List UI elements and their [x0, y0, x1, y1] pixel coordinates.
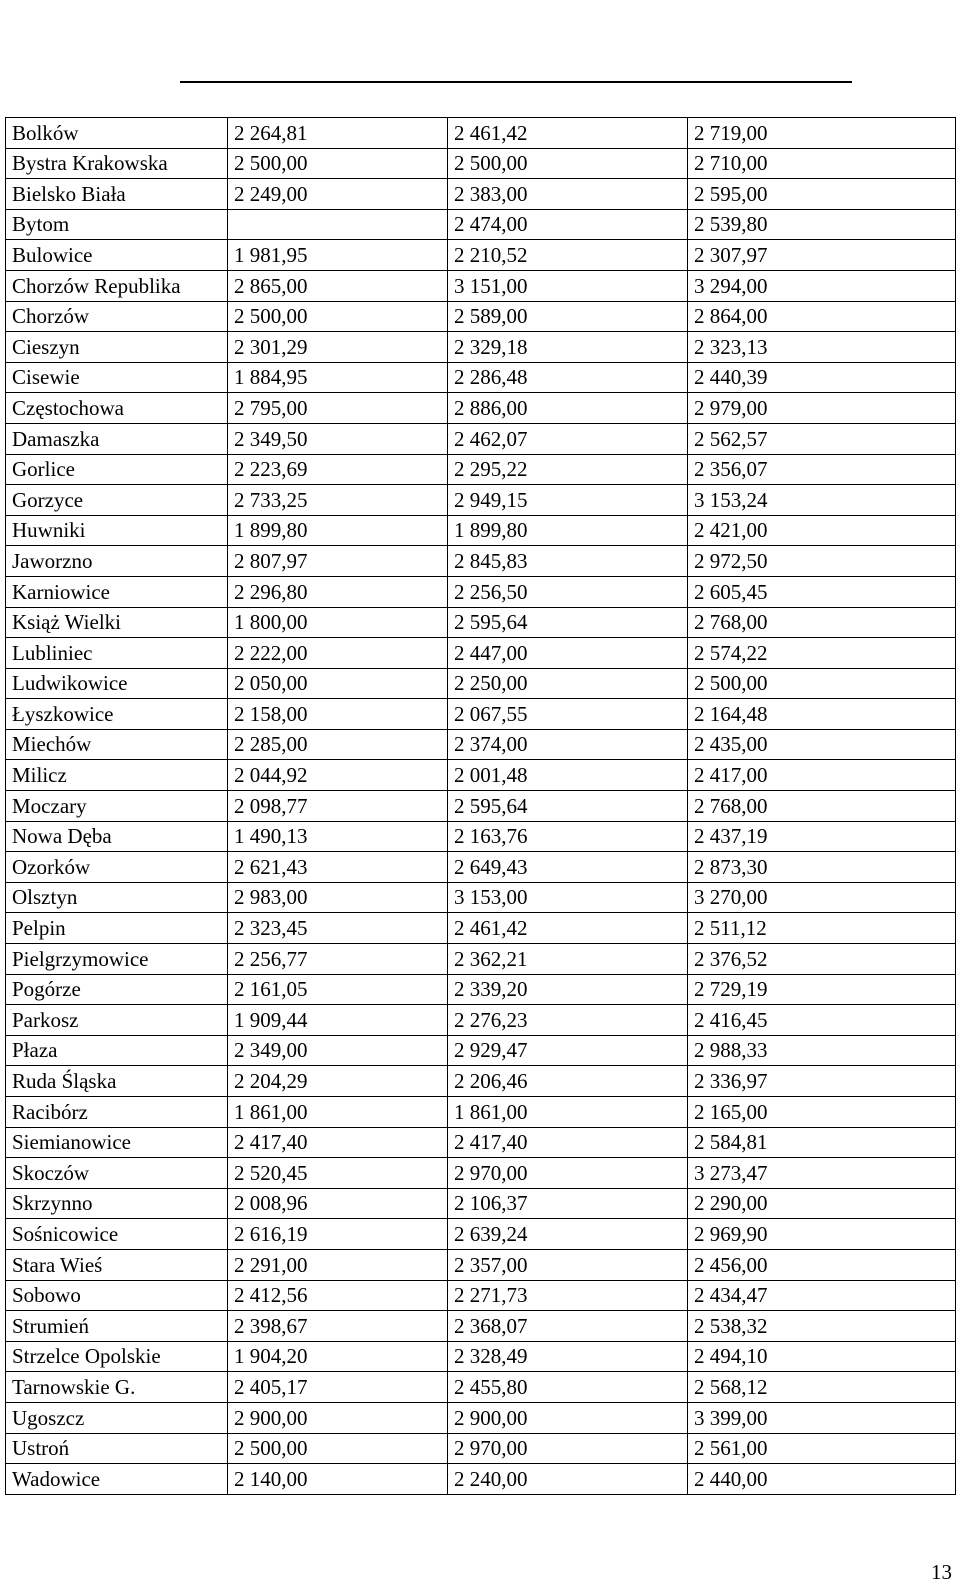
cost-2010-cell: 2 500,00: [448, 148, 688, 179]
cost-2009-cell: 2 900,00: [228, 1402, 448, 1433]
cost-2010-cell: 2 461,42: [448, 118, 688, 149]
facility-name-cell: Stara Wieś: [6, 1249, 228, 1280]
cost-2010-cell: 2 276,23: [448, 1005, 688, 1036]
facility-name-cell: Częstochowa: [6, 393, 228, 424]
facility-name-cell: Ustroń: [6, 1433, 228, 1464]
facility-name-cell: Sobowo: [6, 1280, 228, 1311]
cost-2011-cell: 2 969,90: [688, 1219, 956, 1250]
facility-name-cell: Jaworzno: [6, 546, 228, 577]
cost-2010-cell: 3 151,00: [448, 270, 688, 301]
table-row: [6, 332, 956, 363]
cost-2009-cell: 2 098,77: [228, 791, 448, 822]
table-row: [6, 393, 956, 424]
cost-2009-cell: 2 733,25: [228, 485, 448, 516]
cost-2011-cell: 2 584,81: [688, 1127, 956, 1158]
table-row: [6, 1464, 956, 1495]
cost-2009-cell: 1 909,44: [228, 1005, 448, 1036]
facility-name-cell: Książ Wielki: [6, 607, 228, 638]
facility-name-cell: Cieszyn: [6, 332, 228, 363]
cost-2011-cell: 2 500,00: [688, 668, 956, 699]
facility-name-cell: Skoczów: [6, 1158, 228, 1189]
cost-2010-cell: 2 329,18: [448, 332, 688, 363]
facility-name-cell: Racibórz: [6, 1097, 228, 1128]
table-row: [6, 1280, 956, 1311]
table-row: [6, 1311, 956, 1342]
cost-2010-cell: 2 271,73: [448, 1280, 688, 1311]
cost-2010-cell: 3 153,00: [448, 882, 688, 913]
facility-name-cell: Strumień: [6, 1311, 228, 1342]
cost-2010-cell: 2 886,00: [448, 393, 688, 424]
table-row: [6, 1219, 956, 1250]
cost-2009-cell: 2 616,19: [228, 1219, 448, 1250]
cost-2010-cell: 2 462,07: [448, 423, 688, 454]
facility-name-cell: Cisewie: [6, 362, 228, 393]
cost-2011-cell: 2 434,47: [688, 1280, 956, 1311]
cost-2010-cell: 2 368,07: [448, 1311, 688, 1342]
table-row: [6, 974, 956, 1005]
table-row: [6, 1341, 956, 1372]
table-row: [6, 852, 956, 883]
cost-2009-cell: 2 520,45: [228, 1158, 448, 1189]
cost-2010-cell: 2 639,24: [448, 1219, 688, 1250]
cost-2010-cell: 2 595,64: [448, 791, 688, 822]
cost-2011-cell: 2 440,00: [688, 1464, 956, 1495]
facility-name-cell: Sośnicowice: [6, 1219, 228, 1250]
cost-2009-cell: 1 899,80: [228, 515, 448, 546]
cost-2009-cell: 2 285,00: [228, 729, 448, 760]
table-row: [6, 515, 956, 546]
facility-name-cell: Łyszkowice: [6, 699, 228, 730]
cost-2009-cell: 2 301,29: [228, 332, 448, 363]
facility-name-cell: Płaza: [6, 1035, 228, 1066]
cost-2009-cell: 2 222,00: [228, 638, 448, 669]
cost-2009-cell: 2 249,00: [228, 179, 448, 210]
cost-2010-cell: 2 339,20: [448, 974, 688, 1005]
cost-2011-cell: 3 399,00: [688, 1402, 956, 1433]
cost-2011-cell: 2 562,57: [688, 423, 956, 454]
cost-2011-cell: 2 539,80: [688, 209, 956, 240]
cost-2009-cell: 2 264,81: [228, 118, 448, 149]
table-row: [6, 546, 956, 577]
facility-name-cell: Parkosz: [6, 1005, 228, 1036]
header-subtitle-line: Pomoc dla osób starszych i niepełnosprawnych: [309, 27, 651, 44]
cost-2011-cell: 2 437,19: [688, 821, 956, 852]
cost-2009-cell: 2 349,50: [228, 423, 448, 454]
facility-name-cell: Lubliniec: [6, 638, 228, 669]
cost-2009-cell: 2 223,69: [228, 454, 448, 485]
cost-2010-cell: 2 455,80: [448, 1372, 688, 1403]
cost-2009-cell: 2 865,00: [228, 270, 448, 301]
cost-2011-cell: 2 538,32: [688, 1311, 956, 1342]
cost-2011-cell: 2 719,00: [688, 118, 956, 149]
cost-2011-cell: 2 979,00: [688, 393, 956, 424]
cost-2010-cell: 2 949,15: [448, 485, 688, 516]
cost-2009-cell: 2 161,05: [228, 974, 448, 1005]
cost-2009-cell: 2 417,40: [228, 1127, 448, 1158]
table-row: [6, 1127, 956, 1158]
cost-2010-cell: 2 357,00: [448, 1249, 688, 1280]
table-row: [6, 1188, 956, 1219]
cost-2010-cell: 2 210,52: [448, 240, 688, 271]
table-row: [6, 179, 956, 210]
facility-name-cell: Chorzów Republika: [6, 270, 228, 301]
facility-name-cell: Bolków: [6, 118, 228, 149]
cost-2009-cell: 2 500,00: [228, 1433, 448, 1464]
cost-2011-cell: 2 768,00: [688, 791, 956, 822]
cost-2010-cell: 2 067,55: [448, 699, 688, 730]
table-row: [6, 913, 956, 944]
cost-2011-cell: 2 988,33: [688, 1035, 956, 1066]
facility-name-cell: Tarnowskie G.: [6, 1372, 228, 1403]
cost-2011-cell: 2 873,30: [688, 852, 956, 883]
table-row: [6, 1372, 956, 1403]
cost-2009-cell: 2 621,43: [228, 852, 448, 883]
facility-name-cell: Damaszka: [6, 423, 228, 454]
cost-2011-cell: 2 511,12: [688, 913, 956, 944]
table-row: [6, 607, 956, 638]
facility-name-cell: Ozorków: [6, 852, 228, 883]
cost-2009-cell: 2 204,29: [228, 1066, 448, 1097]
table-row: [6, 240, 956, 271]
header-title-line: Materiał na Komisję Zdrowia, Rodziny i Opieki Społecznej w dniu 15.03.2012 r.: [218, 2, 742, 19]
cost-2011-cell: 2 972,50: [688, 546, 956, 577]
cost-2009-cell: 2 398,67: [228, 1311, 448, 1342]
facility-name-cell: Olsztyn: [6, 882, 228, 913]
cost-2011-cell: 2 729,19: [688, 974, 956, 1005]
cost-2009-cell: 1 981,95: [228, 240, 448, 271]
facility-name-cell: Ruda Śląska: [6, 1066, 228, 1097]
cost-2010-cell: 2 595,64: [448, 607, 688, 638]
cost-2011-cell: 2 417,00: [688, 760, 956, 791]
table-row: [6, 791, 956, 822]
cost-2010-cell: 2 362,21: [448, 944, 688, 975]
cost-2010-cell: 1 861,00: [448, 1097, 688, 1128]
table-row: [6, 1158, 956, 1189]
facility-name-cell: Wadowice: [6, 1464, 228, 1495]
cost-2010-cell: 2 295,22: [448, 454, 688, 485]
table-row: [6, 362, 956, 393]
cost-2011-cell: 2 574,22: [688, 638, 956, 669]
facility-name-cell: Milicz: [6, 760, 228, 791]
cost-2010-cell: 2 929,47: [448, 1035, 688, 1066]
facility-name-cell: Chorzów: [6, 301, 228, 332]
cost-2010-cell: 2 328,49: [448, 1341, 688, 1372]
facility-name-cell: Bystra Krakowska: [6, 148, 228, 179]
header-divider: [180, 81, 852, 83]
cost-2010-cell: 2 417,40: [448, 1127, 688, 1158]
cost-2010-cell: 1 899,80: [448, 515, 688, 546]
table-row: [6, 944, 956, 975]
cost-2009-cell: [228, 209, 448, 240]
facility-name-cell: Bulowice: [6, 240, 228, 271]
cost-2011-cell: 2 290,00: [688, 1188, 956, 1219]
table-row: [6, 454, 956, 485]
cost-2010-cell: 2 286,48: [448, 362, 688, 393]
cost-2009-cell: 2 291,00: [228, 1249, 448, 1280]
table-row: [6, 270, 956, 301]
cost-2011-cell: 2 595,00: [688, 179, 956, 210]
cost-2011-cell: 2 494,10: [688, 1341, 956, 1372]
cost-2009-cell: 2 807,97: [228, 546, 448, 577]
cost-2011-cell: 2 605,45: [688, 576, 956, 607]
table-row: [6, 638, 956, 669]
table-row: [6, 760, 956, 791]
table-row: [6, 118, 956, 149]
cost-2009-cell: 1 861,00: [228, 1097, 448, 1128]
cost-2011-cell: 2 768,00: [688, 607, 956, 638]
cost-2011-cell: 2 421,00: [688, 515, 956, 546]
cost-2010-cell: 2 256,50: [448, 576, 688, 607]
cost-2010-cell: 2 970,00: [448, 1433, 688, 1464]
cost-2009-cell: 2 140,00: [228, 1464, 448, 1495]
cost-2010-cell: 2 163,76: [448, 821, 688, 852]
cost-2010-cell: 2 383,00: [448, 179, 688, 210]
table-row: [6, 301, 956, 332]
table-row: [6, 209, 956, 240]
table-row: [6, 1402, 956, 1433]
cost-2010-cell: 2 206,46: [448, 1066, 688, 1097]
cost-2009-cell: 2 500,00: [228, 148, 448, 179]
table-row: [6, 1097, 956, 1128]
cost-2009-cell: 2 983,00: [228, 882, 448, 913]
cost-2011-cell: 3 273,47: [688, 1158, 956, 1189]
cost-2011-cell: 2 864,00: [688, 301, 956, 332]
cost-2009-cell: 1 884,95: [228, 362, 448, 393]
cost-2011-cell: 2 416,45: [688, 1005, 956, 1036]
facility-name-cell: Pogórze: [6, 974, 228, 1005]
table-row: [6, 1035, 956, 1066]
cost-2009-cell: 1 904,20: [228, 1341, 448, 1372]
cost-2011-cell: 2 710,00: [688, 148, 956, 179]
cost-2011-cell: 2 323,13: [688, 332, 956, 363]
cost-2010-cell: 2 374,00: [448, 729, 688, 760]
table-row: [6, 1433, 956, 1464]
facility-name-cell: Pielgrzymowice: [6, 944, 228, 975]
table-row: [6, 485, 956, 516]
cost-2011-cell: 2 440,39: [688, 362, 956, 393]
table-row: [6, 729, 956, 760]
cost-2010-cell: 2 845,83: [448, 546, 688, 577]
cost-2009-cell: 2 323,45: [228, 913, 448, 944]
table-row: [6, 699, 956, 730]
cost-2010-cell: 2 970,00: [448, 1158, 688, 1189]
cost-2010-cell: 2 900,00: [448, 1402, 688, 1433]
cost-2009-cell: 2 500,00: [228, 301, 448, 332]
cost-2011-cell: 2 561,00: [688, 1433, 956, 1464]
table-row: [6, 576, 956, 607]
cost-2009-cell: 2 050,00: [228, 668, 448, 699]
table-row: [6, 1066, 956, 1097]
cost-2010-cell: 2 106,37: [448, 1188, 688, 1219]
table-row: [6, 148, 956, 179]
facility-name-cell: Gorlice: [6, 454, 228, 485]
facility-name-cell: Skrzynno: [6, 1188, 228, 1219]
cost-2011-cell: 2 336,97: [688, 1066, 956, 1097]
cost-2010-cell: 2 240,00: [448, 1464, 688, 1495]
facility-name-cell: Karniowice: [6, 576, 228, 607]
cost-2010-cell: 2 461,42: [448, 913, 688, 944]
cost-2009-cell: 2 296,80: [228, 576, 448, 607]
facility-name-cell: Nowa Dęba: [6, 821, 228, 852]
cost-2011-cell: 2 376,52: [688, 944, 956, 975]
cost-2009-cell: 2 044,92: [228, 760, 448, 791]
table-row: [6, 668, 956, 699]
cost-2009-cell: 2 795,00: [228, 393, 448, 424]
cost-2009-cell: 2 158,00: [228, 699, 448, 730]
header-description-line: – analiza kosztów gminy na umieszczenia osób w domach pomocy społecznej.: [235, 55, 797, 72]
cost-2009-cell: 1 800,00: [228, 607, 448, 638]
facility-name-cell: Ludwikowice: [6, 668, 228, 699]
cost-2011-cell: 3 153,24: [688, 485, 956, 516]
facility-name-cell: Moczary: [6, 791, 228, 822]
table-row: [6, 423, 956, 454]
cost-2011-cell: 2 356,07: [688, 454, 956, 485]
cost-2010-cell: 2 474,00: [448, 209, 688, 240]
facility-name-cell: Strzelce Opolskie: [6, 1341, 228, 1372]
cost-2009-cell: 2 008,96: [228, 1188, 448, 1219]
page-number: 13: [931, 1560, 952, 1584]
cost-table: [5, 117, 956, 1495]
cost-2011-cell: 3 294,00: [688, 270, 956, 301]
cost-2009-cell: 2 349,00: [228, 1035, 448, 1066]
cost-2011-cell: 2 164,48: [688, 699, 956, 730]
table-row: [6, 882, 956, 913]
facility-name-cell: Ugoszcz: [6, 1402, 228, 1433]
table-row: [6, 821, 956, 852]
facility-name-cell: Miechów: [6, 729, 228, 760]
table-row: [6, 1005, 956, 1036]
cost-table-body: [6, 118, 956, 1495]
facility-name-cell: Siemianowice: [6, 1127, 228, 1158]
facility-name-cell: Bielsko Biała: [6, 179, 228, 210]
facility-name-cell: Huwniki: [6, 515, 228, 546]
cost-2010-cell: 2 001,48: [448, 760, 688, 791]
cost-2011-cell: 3 270,00: [688, 882, 956, 913]
cost-2011-cell: 2 456,00: [688, 1249, 956, 1280]
facility-name-cell: Pelpin: [6, 913, 228, 944]
cost-2010-cell: 2 589,00: [448, 301, 688, 332]
cost-2010-cell: 2 649,43: [448, 852, 688, 883]
facility-name-cell: Bytom: [6, 209, 228, 240]
cost-2009-cell: 1 490,13: [228, 821, 448, 852]
cost-2011-cell: 2 165,00: [688, 1097, 956, 1128]
cost-2009-cell: 2 405,17: [228, 1372, 448, 1403]
cost-2009-cell: 2 256,77: [228, 944, 448, 975]
cost-2010-cell: 2 250,00: [448, 668, 688, 699]
cost-2011-cell: 2 307,97: [688, 240, 956, 271]
cost-2011-cell: 2 568,12: [688, 1372, 956, 1403]
facility-name-cell: Gorzyce: [6, 485, 228, 516]
table-row: [6, 1249, 956, 1280]
cost-2011-cell: 2 435,00: [688, 729, 956, 760]
cost-2009-cell: 2 412,56: [228, 1280, 448, 1311]
cost-2010-cell: 2 447,00: [448, 638, 688, 669]
